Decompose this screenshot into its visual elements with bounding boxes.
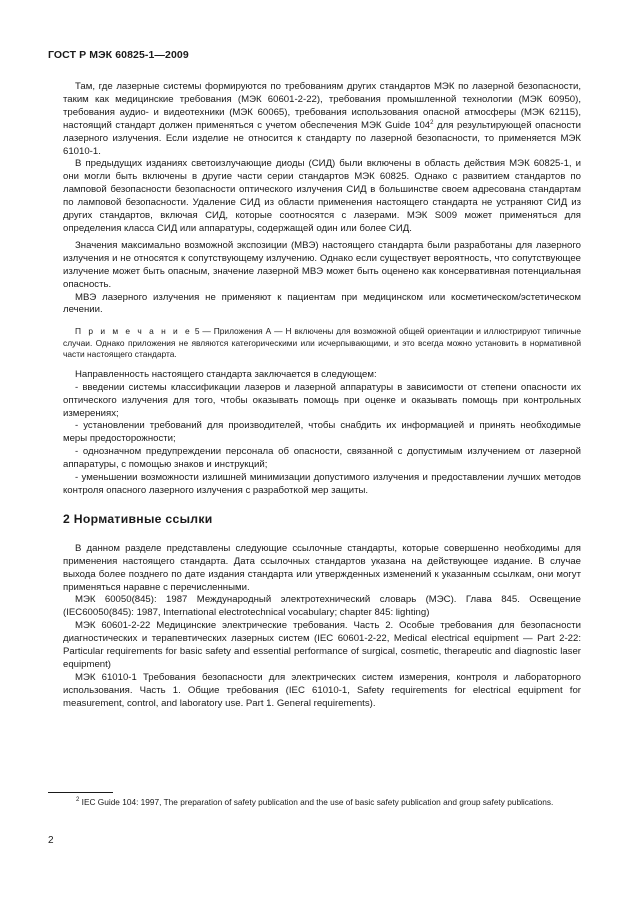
- purpose-item: - однозначном предупреждении персонала об опасности, связанной с допустимым излучением от лазерной аппаратуры, с помощью знаков и инструкций;: [63, 446, 581, 471]
- footnote-divider: [48, 792, 113, 793]
- intro-paragraph-3: Значения максимально возможной экспозиции (МВЭ) настоящего стандарта были разработаны для лазерного излучения и не относятся к сопутствующему излучению. Однако если существует вероятность, что сопутствующее излучение может быть опасным, значение лазерной МВЭ может быть оценено как консервативная потенциальная опасность.: [63, 239, 581, 290]
- document-body: [63, 81, 581, 711]
- note-label: П р и м е ч а н и е: [75, 326, 192, 337]
- purpose-lead: Направленность настоящего стандарта заключается в следующем:: [75, 368, 377, 380]
- footnote-marker: 2: [76, 797, 80, 804]
- page-number: 2: [48, 835, 54, 846]
- footnote: [48, 796, 581, 808]
- reference-iec-60050: МЭК 60050(845): 1987 Международный электротехнический словарь (МЭС). Глава 845. Освещение (IEC60050(845): 1987, International electrotechnical vocabulary; chapter 845: lighting): [63, 594, 581, 619]
- note-text: 5 — Приложения А — Н включены для возможной общей ориентации и иллюстрируют типичные случаи. Однако приложения не являются категорическими или исчерпывающими, и это всегда можно установить в нормативной части настоящего стандарта.: [63, 326, 581, 360]
- reference-iec-61010-1: МЭК 61010-1 Требования безопасности для электрических систем измерения, контроля и лабораторного использования. Часть 1. Общие требования (IEC 61010-1, Safety requirements for electrical equipment for measurement, control, and laboratory use. Part 1. General requirements).: [63, 671, 581, 709]
- purpose-item: - уменьшении возможности излишней минимизации допустимого излучения и предоставлении лучших методов контроля опасного лазерного излучения с разработкой мер защиты.: [63, 472, 581, 496]
- intro-paragraph-4: МВЭ лазерного излучения не применяют к пациентам при медицинском или косметическом/эстетическом лечении.: [63, 291, 581, 316]
- footnote-ref[interactable]: 2: [430, 119, 434, 126]
- note-5: [63, 326, 581, 361]
- document-header: ГОСТ Р МЭК 60825-1—2009: [48, 49, 189, 61]
- purpose-item: - установлении требований для производителей, чтобы снабдить их информацией и принять необходимые меры предосторожности;: [63, 420, 581, 445]
- footnote-text: IEC Guide 104: 1997, The preparation of safety publication and the use of basic safety publication and group safety publications.: [79, 797, 554, 807]
- reference-iec-60601-2-22: МЭК 60601-2-22 Медицинские электрические требования. Часть 2. Особые требования для безопасности диагностических и терапевтических лазерных систем (IEC 60601-2-22, Medical electrical equipment — Part 2-22: Particular requirements for basic safety and essential performance of surgical, cosmetic, therapeutic and diagnostic laser equipment): [63, 620, 581, 670]
- purpose-item: - введении системы классификации лазеров и лазерной аппаратуры в зависимости от степени опасности их оптического излучения для того, чтобы оказывать помощь при оценке и оказывать помощь при контрольных измерениях;: [63, 381, 581, 419]
- intro-paragraph-2: В предыдущих изданиях светоизлучающие диоды (СИД) были включены в область действия МЭК 60825-1, и они могли быть включены в другие части серии стандартов МЭК 60825. Однако с развитием стандартов по ламповой безопасности безопасности оптического излучения СИД в большинстве своем адресована стандартам по ламповой безопасности. Удаление СИД из области применения настоящего стандарта не устраняют СИД из других стандартов, включая СИД, которые соотносятся с лазерами. МЭК S009 может применяться для определения класса СИД или аппаратуры, содержащей один или более СИД.: [63, 158, 581, 234]
- intro-paragraph-1: Там, где лазерные системы формируются по требованиям других стандартов МЭК по лазерной безопасности, таким как медицинские требования (МЭК 60601-2-22), требования промышленной технологии (МЭК 60950), требования аудио- и видеотехники (МЭК 60065), требования использования опасной атмосферы (МЭК 62115), настоящий стандарт должен применяться с учетом обеспечения МЭК Guide $104^2$ для результирующей опасности лазерного излучения. Если изделие не относится к стандарту по лазерной безопасности, то применяется МЭК 61010-1.: [63, 81, 582, 157]
- section-2-heading: 2 Нормативные ссылки: [63, 511, 213, 526]
- section-2-paragraph-1: В данном разделе представлены следующие ссылочные стандарты, которые совершенно необходимы для применения настоящего стандарта. Дата ссылочных стандартов указана на действующее издание. В случае выхода более позднего по дате издания стандарта или утвержденных изменений к указанным ссылкам, они могут применяться наравне с перечисленными.: [63, 542, 581, 593]
